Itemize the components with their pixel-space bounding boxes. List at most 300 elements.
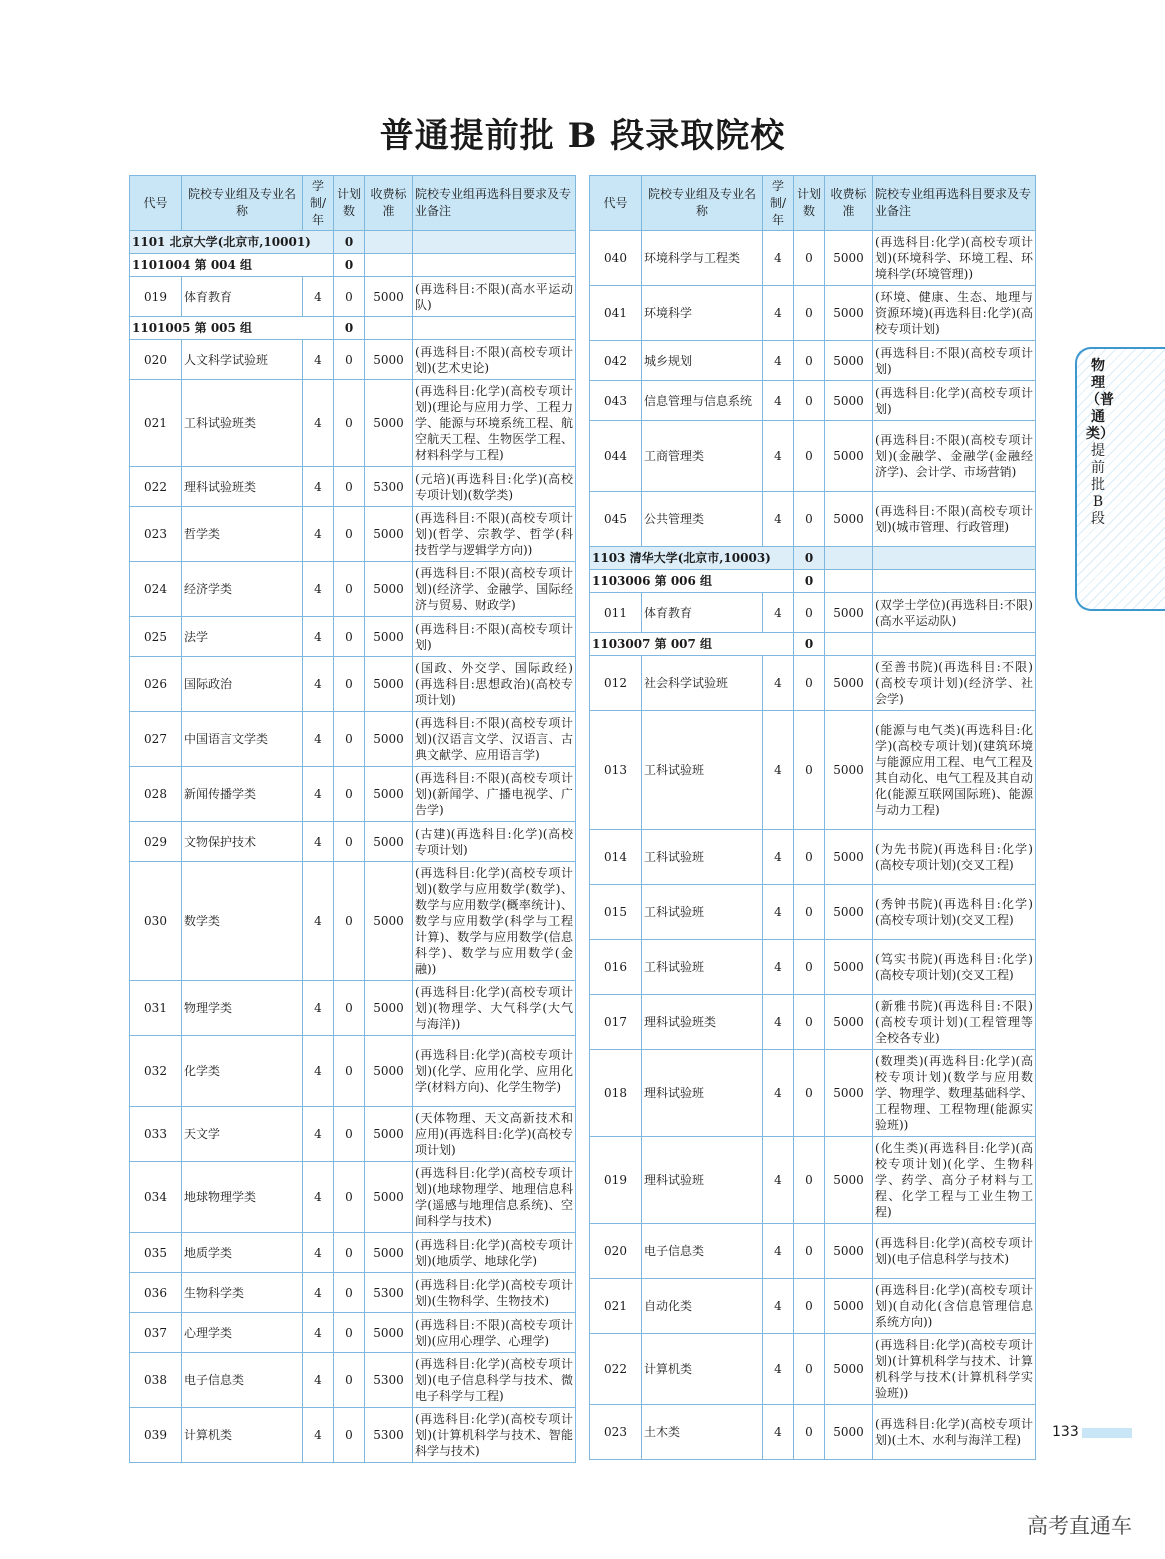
- left-table-body: [130, 231, 576, 1463]
- major-note: (再选科目:不限)(高校专项计划)(应用心理学、心理学): [413, 1313, 576, 1353]
- major-code: 037: [130, 1313, 182, 1353]
- major-plan: 0: [334, 1408, 365, 1463]
- major-plan: 0: [334, 1162, 365, 1233]
- major-row: [130, 1233, 576, 1273]
- major-plan: 0: [794, 1137, 825, 1224]
- major-fee: 5000: [825, 1050, 873, 1137]
- group-row: [590, 633, 1036, 656]
- major-years: 4: [763, 341, 794, 381]
- major-name: 工科试验班: [642, 885, 763, 940]
- major-years: 4: [303, 467, 334, 507]
- school-note: [413, 231, 576, 254]
- major-name: 工科试验班: [642, 711, 763, 830]
- header-name: 院校专业组及专业名称: [182, 176, 303, 231]
- side-label-category: 物理（普通类）: [1086, 358, 1114, 442]
- major-fee: 5000: [365, 617, 413, 657]
- major-name: 体育教育: [642, 593, 763, 633]
- major-note: (国政、外交学、国际政经)(再选科目:思想政治)(高校专项计划): [413, 657, 576, 712]
- major-row: [590, 830, 1036, 885]
- major-note: (再选科目:化学)(高校专项计划)(数学与应用数学(数学)、数学与应用数学(概率统计)、数学与应用数学(科学与工程计算)、数学与应用数学(信息科学)、数学与应用数学(金融)): [413, 862, 576, 981]
- major-code: 032: [130, 1036, 182, 1107]
- major-note: (双学士学位)(再选科目:不限)(高水平运动队): [873, 593, 1036, 633]
- major-note: (秀钟书院)(再选科目:化学)(高校专项计划)(交叉工程): [873, 885, 1036, 940]
- header-name: 院校专业组及专业名称: [642, 176, 763, 231]
- major-row: [130, 822, 576, 862]
- major-note: (环境、健康、生态、地理与资源环境)(再选科目:化学)(高校专项计划): [873, 286, 1036, 341]
- major-name: 地球物理学类: [182, 1162, 303, 1233]
- major-plan: 0: [334, 1233, 365, 1273]
- major-fee: 5300: [365, 1408, 413, 1463]
- major-fee: 5000: [825, 421, 873, 492]
- group-label: [590, 633, 794, 656]
- major-row: [130, 617, 576, 657]
- major-note: (能源与电气类)(再选科目:化学)(高校专项计划)(建筑环境与能源应用工程、电气工程及其自动化、电气工程及其自动化(能源互联网国际班)、能源与动力工程): [873, 711, 1036, 830]
- major-plan: 0: [794, 341, 825, 381]
- major-years: 4: [763, 1050, 794, 1137]
- major-row: [130, 767, 576, 822]
- major-fee: 5000: [365, 380, 413, 467]
- major-name: 社会科学试验班: [642, 656, 763, 711]
- major-years: 4: [303, 617, 334, 657]
- major-name: 心理学类: [182, 1313, 303, 1353]
- major-years: 4: [303, 1162, 334, 1233]
- major-plan: 0: [334, 1036, 365, 1107]
- group-label: [130, 317, 334, 340]
- group-code: 1103007: [592, 637, 651, 651]
- major-name: 理科试验班类: [642, 995, 763, 1050]
- major-fee: 5000: [365, 981, 413, 1036]
- major-fee: 5000: [365, 1233, 413, 1273]
- major-years: 4: [303, 1353, 334, 1408]
- header-note: 院校专业组再选科目要求及专业备注: [873, 176, 1036, 231]
- major-plan: 0: [334, 1107, 365, 1162]
- major-code: 044: [590, 421, 642, 492]
- group-row: [130, 254, 576, 277]
- major-years: 4: [303, 862, 334, 981]
- major-years: 4: [303, 822, 334, 862]
- group-plan: 0: [794, 570, 825, 593]
- major-plan: 0: [794, 286, 825, 341]
- major-note: (再选科目:不限)(高校专项计划)(新闻学、广播电视学、广告学): [413, 767, 576, 822]
- major-name: 理科试验班类: [182, 467, 303, 507]
- major-years: 4: [763, 1224, 794, 1279]
- side-label-batch: 提前批B段: [1091, 443, 1105, 527]
- major-note: (笃实书院)(再选科目:化学)(高校专项计划)(交叉工程): [873, 940, 1036, 995]
- major-plan: 0: [334, 862, 365, 981]
- group-fee: [365, 254, 413, 277]
- group-label: [590, 570, 794, 593]
- group-name: 第 004 组: [194, 258, 253, 272]
- major-fee: 5000: [365, 1036, 413, 1107]
- major-years: 4: [303, 981, 334, 1036]
- major-row: [590, 286, 1036, 341]
- major-name: 环境科学: [642, 286, 763, 341]
- major-row: [590, 231, 1036, 286]
- major-row: [590, 381, 1036, 421]
- major-code: 022: [130, 467, 182, 507]
- group-label: [130, 254, 334, 277]
- major-row: [130, 657, 576, 712]
- major-note: (再选科目:化学)(高校专项计划)(理论与应用力学、工程力学、能源与环境系统工程、航空航天工程、生物医学工程、材料科学与工程): [413, 380, 576, 467]
- major-fee: 5000: [365, 1313, 413, 1353]
- major-years: 4: [763, 940, 794, 995]
- major-name: 计算机类: [182, 1408, 303, 1463]
- major-plan: 0: [794, 1224, 825, 1279]
- major-code: 034: [130, 1162, 182, 1233]
- header-years: 学制/年: [763, 176, 794, 231]
- major-name: 工科试验班: [642, 940, 763, 995]
- major-code: 036: [130, 1273, 182, 1313]
- major-name: 天文学: [182, 1107, 303, 1162]
- major-row: [590, 995, 1036, 1050]
- major-code: 021: [130, 380, 182, 467]
- major-row: [590, 341, 1036, 381]
- major-row: [130, 1313, 576, 1353]
- major-plan: 0: [334, 767, 365, 822]
- major-note: (至善书院)(再选科目:不限)(高校专项计划)(经济学、社会学): [873, 656, 1036, 711]
- header-plan: 计划数: [794, 176, 825, 231]
- major-note: (数理类)(再选科目:化学)(高校专项计划)(数学与应用数学、物理学、数理基础科学、工程物理、工程物理(能源实验班)): [873, 1050, 1036, 1137]
- major-note: (再选科目:化学)(高校专项计划)(自动化(含信息管理信息系统方向)): [873, 1279, 1036, 1334]
- header-fee: 收费标准: [825, 176, 873, 231]
- major-name: 文物保护技术: [182, 822, 303, 862]
- major-row: [130, 1353, 576, 1408]
- major-code: 038: [130, 1353, 182, 1408]
- major-fee: 5000: [825, 830, 873, 885]
- major-note: (再选科目:化学)(高校专项计划)(计算机科学与技术、智能科学与技术): [413, 1408, 576, 1463]
- major-name: 国际政治: [182, 657, 303, 712]
- major-code: 024: [130, 562, 182, 617]
- school-name: 1103 清华大学(北京市,10003): [590, 547, 794, 570]
- major-plan: 0: [794, 940, 825, 995]
- group-name: 第 006 组: [654, 574, 713, 588]
- major-name: 工商管理类: [642, 421, 763, 492]
- group-fee: [825, 570, 873, 593]
- major-plan: 0: [334, 340, 365, 380]
- major-fee: 5000: [825, 711, 873, 830]
- header-plan: 计划数: [334, 176, 365, 231]
- major-plan: 0: [794, 1279, 825, 1334]
- major-years: 4: [303, 507, 334, 562]
- major-plan: 0: [334, 617, 365, 657]
- major-row: [590, 656, 1036, 711]
- major-name: 工科试验班类: [182, 380, 303, 467]
- major-row: [130, 562, 576, 617]
- school-fee: [365, 231, 413, 254]
- major-row: [590, 1050, 1036, 1137]
- major-code: 027: [130, 712, 182, 767]
- major-years: 4: [763, 1334, 794, 1405]
- major-fee: 5000: [825, 940, 873, 995]
- major-note: (再选科目:不限)(高水平运动队): [413, 277, 576, 317]
- major-plan: 0: [334, 981, 365, 1036]
- major-code: 040: [590, 231, 642, 286]
- major-note: (再选科目:化学)(高校专项计划): [873, 381, 1036, 421]
- major-code: 030: [130, 862, 182, 981]
- major-code: 016: [590, 940, 642, 995]
- major-plan: 0: [334, 822, 365, 862]
- header-years: 学制/年: [303, 176, 334, 231]
- major-row: [130, 340, 576, 380]
- major-plan: 0: [794, 381, 825, 421]
- major-fee: 5000: [365, 657, 413, 712]
- group-row: [130, 317, 576, 340]
- major-name: 法学: [182, 617, 303, 657]
- major-name: 环境科学与工程类: [642, 231, 763, 286]
- major-years: 4: [763, 286, 794, 341]
- page-number-bar: [1082, 1428, 1132, 1438]
- major-row: [590, 421, 1036, 492]
- major-years: 4: [763, 231, 794, 286]
- group-row: [590, 570, 1036, 593]
- major-plan: 0: [334, 562, 365, 617]
- major-plan: 0: [794, 1050, 825, 1137]
- group-code: 1101004: [132, 258, 191, 272]
- group-name: 第 007 组: [654, 637, 713, 651]
- major-years: 4: [303, 1273, 334, 1313]
- major-row: [590, 593, 1036, 633]
- major-note: (再选科目:化学)(高校专项计划)(地球物理学、地理信息科学(遥感与地理信息系统)、空间科学与技术): [413, 1162, 576, 1233]
- major-row: [590, 1224, 1036, 1279]
- major-row: [130, 1036, 576, 1107]
- major-name: 物理学类: [182, 981, 303, 1036]
- group-fee: [825, 633, 873, 656]
- major-fee: 5000: [825, 1137, 873, 1224]
- major-plan: 0: [794, 656, 825, 711]
- major-row: [130, 277, 576, 317]
- major-years: 4: [303, 1036, 334, 1107]
- major-fee: 5000: [365, 1107, 413, 1162]
- major-note: (天体物理、天文高新技术和应用)(再选科目:化学)(高校专项计划): [413, 1107, 576, 1162]
- major-note: (再选科目:化学)(高校专项计划)(电子信息科学与技术、微电子科学与工程): [413, 1353, 576, 1408]
- major-code: 011: [590, 593, 642, 633]
- major-row: [130, 862, 576, 981]
- major-fee: 5000: [825, 1334, 873, 1405]
- group-plan: 0: [334, 254, 365, 277]
- major-fee: 5000: [365, 277, 413, 317]
- major-fee: 5000: [365, 862, 413, 981]
- major-note: (再选科目:不限)(高校专项计划)(城市管理、行政管理): [873, 492, 1036, 547]
- major-note: (元培)(再选科目:化学)(高校专项计划)(数学类): [413, 467, 576, 507]
- major-row: [590, 885, 1036, 940]
- major-years: 4: [303, 1233, 334, 1273]
- school-plan: 0: [794, 547, 825, 570]
- school-note: [873, 547, 1036, 570]
- major-fee: 5000: [825, 286, 873, 341]
- major-fee: 5000: [825, 656, 873, 711]
- major-years: 4: [303, 277, 334, 317]
- major-name: 体育教育: [182, 277, 303, 317]
- major-name: 哲学类: [182, 507, 303, 562]
- major-years: 4: [763, 885, 794, 940]
- major-years: 4: [763, 1279, 794, 1334]
- major-fee: 5000: [365, 562, 413, 617]
- school-name: 1101 北京大学(北京市,10001): [130, 231, 334, 254]
- major-fee: 5000: [825, 593, 873, 633]
- major-note: (再选科目:不限)(高校专项计划): [413, 617, 576, 657]
- major-row: [130, 712, 576, 767]
- major-years: 4: [303, 1408, 334, 1463]
- major-code: 015: [590, 885, 642, 940]
- major-name: 自动化类: [642, 1279, 763, 1334]
- major-code: 020: [130, 340, 182, 380]
- major-years: 4: [303, 712, 334, 767]
- major-note: (再选科目:不限)(高校专项计划)(经济学、金融学、国际经济与贸易、财政学): [413, 562, 576, 617]
- school-row: [130, 231, 576, 254]
- major-note: (再选科目:不限)(高校专项计划)(金融学、金融学(金融经济学)、会计学、市场营销): [873, 421, 1036, 492]
- school-fee: [825, 547, 873, 570]
- page-number: 133: [1052, 1424, 1079, 1440]
- table-header: [590, 176, 1036, 231]
- major-name: 电子信息类: [182, 1353, 303, 1408]
- group-fee: [365, 317, 413, 340]
- major-name: 城乡规划: [642, 341, 763, 381]
- major-code: 021: [590, 1279, 642, 1334]
- major-row: [590, 711, 1036, 830]
- major-code: 025: [130, 617, 182, 657]
- major-years: 4: [763, 995, 794, 1050]
- group-plan: 0: [794, 633, 825, 656]
- group-note: [413, 317, 576, 340]
- major-code: 035: [130, 1233, 182, 1273]
- major-code: 017: [590, 995, 642, 1050]
- major-fee: 5000: [825, 231, 873, 286]
- school-plan: 0: [334, 231, 365, 254]
- major-years: 4: [303, 340, 334, 380]
- major-plan: 0: [334, 712, 365, 767]
- major-note: (再选科目:化学)(高校专项计划)(电子信息科学与技术): [873, 1224, 1036, 1279]
- major-fee: 5000: [825, 1279, 873, 1334]
- major-name: 人文科学试验班: [182, 340, 303, 380]
- major-name: 计算机类: [642, 1334, 763, 1405]
- major-fee: 5000: [825, 381, 873, 421]
- major-note: (为先书院)(再选科目:化学)(高校专项计划)(交叉工程): [873, 830, 1036, 885]
- major-code: 023: [590, 1405, 642, 1460]
- major-fee: 5000: [825, 492, 873, 547]
- major-name: 经济学类: [182, 562, 303, 617]
- major-name: 工科试验班: [642, 830, 763, 885]
- major-code: 039: [130, 1408, 182, 1463]
- major-row: [590, 492, 1036, 547]
- major-plan: 0: [334, 1313, 365, 1353]
- major-row: [590, 1334, 1036, 1405]
- major-code: 042: [590, 341, 642, 381]
- major-fee: 5000: [365, 1162, 413, 1233]
- major-name: 新闻传播学类: [182, 767, 303, 822]
- major-row: [590, 1405, 1036, 1460]
- major-name: 理科试验班: [642, 1050, 763, 1137]
- major-years: 4: [303, 1107, 334, 1162]
- header-note: 院校专业组再选科目要求及专业备注: [413, 176, 576, 231]
- major-code: 031: [130, 981, 182, 1036]
- major-note: (再选科目:化学)(高校专项计划)(生物科学、生物技术): [413, 1273, 576, 1313]
- major-code: 033: [130, 1107, 182, 1162]
- group-note: [873, 633, 1036, 656]
- major-plan: 0: [794, 711, 825, 830]
- major-fee: 5000: [825, 885, 873, 940]
- major-years: 4: [763, 381, 794, 421]
- major-plan: 0: [334, 1273, 365, 1313]
- major-plan: 0: [334, 380, 365, 467]
- major-row: [130, 1162, 576, 1233]
- major-note: (再选科目:化学)(高校专项计划)(环境科学、环境工程、环境科学(环境管理)): [873, 231, 1036, 286]
- major-fee: 5300: [365, 1353, 413, 1408]
- major-plan: 0: [334, 277, 365, 317]
- major-note: (再选科目:化学)(高校专项计划)(土木、水利与海洋工程): [873, 1405, 1036, 1460]
- major-row: [130, 467, 576, 507]
- major-row: [590, 940, 1036, 995]
- major-fee: 5000: [825, 1405, 873, 1460]
- school-row: [590, 547, 1036, 570]
- major-note: (再选科目:不限)(高校专项计划)(汉语言文学、汉语言、古典文献学、应用语言学): [413, 712, 576, 767]
- major-plan: 0: [794, 830, 825, 885]
- major-years: 4: [303, 1313, 334, 1353]
- major-note: (再选科目:化学)(高校专项计划)(化学、应用化学、应用化学(材料方向)、化学生物学): [413, 1036, 576, 1107]
- major-plan: 0: [794, 492, 825, 547]
- major-note: (再选科目:化学)(高校专项计划)(计算机科学与技术、计算机科学与技术(计算机科学实验班)): [873, 1334, 1036, 1405]
- major-fee: 5000: [365, 712, 413, 767]
- major-plan: 0: [334, 507, 365, 562]
- major-fee: 5000: [825, 995, 873, 1050]
- major-years: 4: [763, 1137, 794, 1224]
- major-years: 4: [763, 1405, 794, 1460]
- major-years: 4: [763, 830, 794, 885]
- group-note: [413, 254, 576, 277]
- table-header: [130, 176, 576, 231]
- section-side-label: [1086, 358, 1114, 528]
- major-years: 4: [763, 593, 794, 633]
- major-code: 012: [590, 656, 642, 711]
- major-code: 019: [130, 277, 182, 317]
- major-plan: 0: [794, 885, 825, 940]
- major-fee: 5300: [365, 1273, 413, 1313]
- group-code: 1101005: [132, 321, 191, 335]
- major-code: 045: [590, 492, 642, 547]
- major-code: 020: [590, 1224, 642, 1279]
- major-years: 4: [763, 711, 794, 830]
- right-admission-table: [589, 175, 1036, 1460]
- major-name: 中国语言文学类: [182, 712, 303, 767]
- major-row: [130, 380, 576, 467]
- major-plan: 0: [334, 467, 365, 507]
- major-row: [130, 507, 576, 562]
- major-years: 4: [303, 657, 334, 712]
- header-code: 代号: [590, 176, 642, 231]
- major-code: 041: [590, 286, 642, 341]
- major-name: 土木类: [642, 1405, 763, 1460]
- major-row: [130, 1273, 576, 1313]
- major-note: (化生类)(再选科目:化学)(高校专项计划)(化学、生物科学、药学、高分子材料与工程、化学工程与工业生物工程): [873, 1137, 1036, 1224]
- major-name: 信息管理与信息系统: [642, 381, 763, 421]
- major-years: 4: [763, 492, 794, 547]
- major-name: 公共管理类: [642, 492, 763, 547]
- major-name: 化学类: [182, 1036, 303, 1107]
- major-code: 018: [590, 1050, 642, 1137]
- major-code: 028: [130, 767, 182, 822]
- major-plan: 0: [334, 657, 365, 712]
- major-note: (新雅书院)(再选科目:不限)(高校专项计划)(工程管理等全校各专业): [873, 995, 1036, 1050]
- major-fee: 5000: [365, 340, 413, 380]
- major-fee: 5000: [365, 822, 413, 862]
- major-row: [130, 981, 576, 1036]
- major-plan: 0: [794, 421, 825, 492]
- major-plan: 0: [794, 995, 825, 1050]
- major-code: 029: [130, 822, 182, 862]
- major-years: 4: [763, 421, 794, 492]
- group-note: [873, 570, 1036, 593]
- header-code: 代号: [130, 176, 182, 231]
- major-code: 043: [590, 381, 642, 421]
